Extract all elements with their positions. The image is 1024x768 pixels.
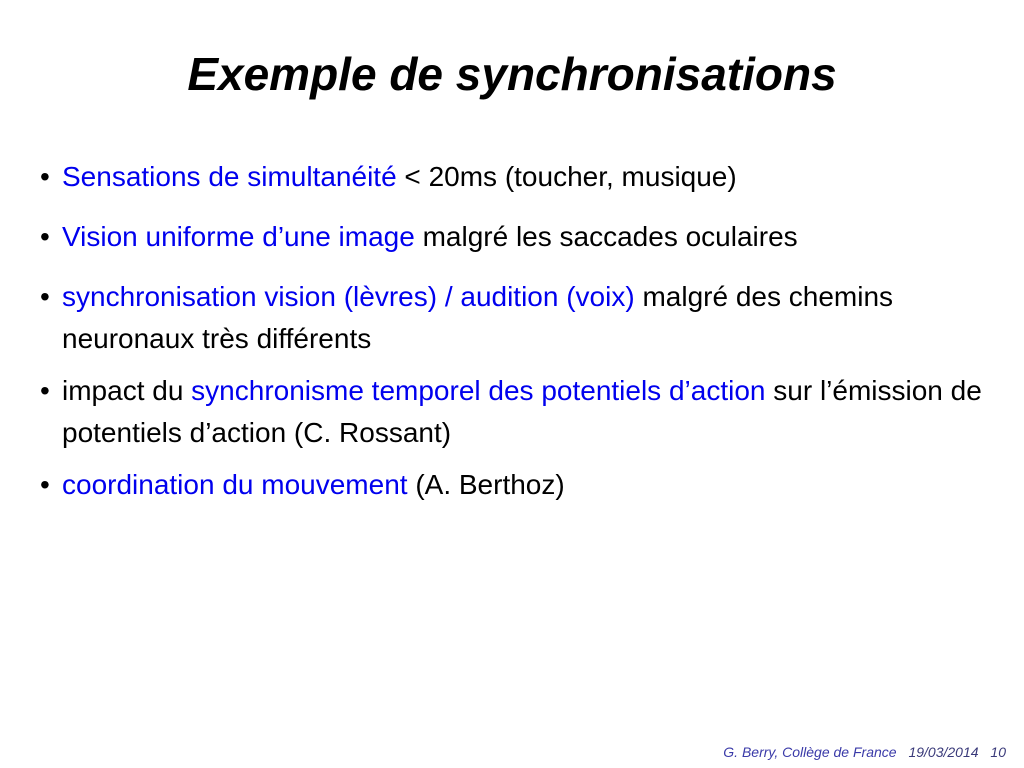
bullet-dot: • xyxy=(40,221,50,252)
bullet-item xyxy=(40,370,990,454)
bullet-item xyxy=(40,464,990,506)
bullet-text: sur l’émission de potentiels d’action (C. Rossant) xyxy=(62,375,982,448)
bullet-highlight: synchronisme temporel des potentiels d’action xyxy=(191,375,766,406)
bullet-dot: • xyxy=(40,375,50,406)
bullet-list xyxy=(40,156,990,524)
bullet-dot: • xyxy=(40,469,50,500)
bullet-dot: • xyxy=(40,161,50,192)
footer-date: 19/03/2014 xyxy=(908,744,979,760)
bullet-item xyxy=(40,276,990,360)
bullet-item xyxy=(40,216,990,258)
bullet-text: malgré les saccades oculaires xyxy=(414,221,798,252)
footer-author: G. Berry, Collège de France xyxy=(723,744,897,760)
bullet-highlight: synchronisation vision (lèvres) / audition (voix) xyxy=(62,281,635,312)
bullet-item xyxy=(40,156,990,198)
bullet-text: malgré des chemins neuronaux très différents xyxy=(62,281,894,354)
page-number: 10 xyxy=(990,744,1006,760)
bullet-text: < 20ms (toucher, musique) xyxy=(396,161,737,192)
bullet-highlight: coordination du mouvement xyxy=(62,469,408,500)
bullet-prefix: impact du xyxy=(62,375,192,406)
slide-footer xyxy=(723,744,1006,760)
slide-title: Exemple de synchronisations xyxy=(187,47,837,100)
bullet-text: (A. Berthoz) xyxy=(407,469,565,500)
bullet-highlight: Sensations de simultanéité xyxy=(62,161,397,192)
bullet-highlight: Vision uniforme d’une image xyxy=(62,221,415,252)
bullet-dot: • xyxy=(40,281,50,312)
